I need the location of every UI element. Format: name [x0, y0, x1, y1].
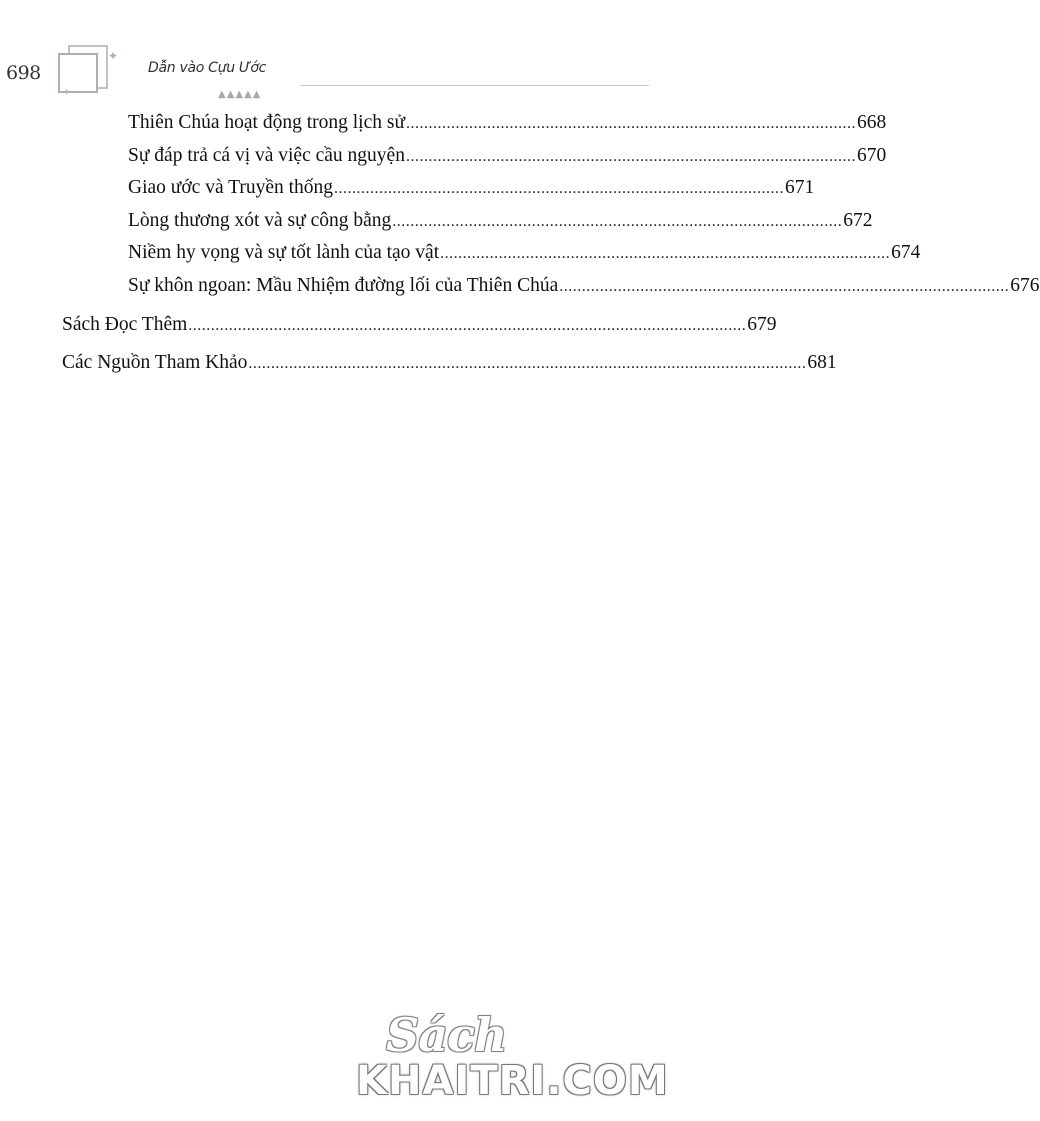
dot-leader: ............................................................................................................................ [248, 355, 807, 372]
toc-entry-title: Sự khôn ngoan: Mầu Nhiệm đường lối của Thiên Chúa [128, 275, 559, 296]
toc-entry-title: Lòng thương xót và sự công bằng [128, 210, 392, 231]
triangle-ornament-icon: ▲▲▲▲▲ [218, 89, 262, 100]
toc-entry-page: 681 [807, 352, 837, 373]
toc-entry-title: Các Nguồn Tham Khảo [62, 352, 248, 373]
dot-leader: .................................................................................................... [405, 148, 856, 165]
toc-entry-page: 674 [891, 242, 921, 263]
toc-entry[interactable] [62, 314, 777, 344]
page-number-frame [58, 45, 108, 93]
toc-entry[interactable] [128, 210, 873, 240]
toc-entry-title: Sự đáp trả cá vị và việc cầu nguyện [128, 145, 405, 166]
toc-entry[interactable] [128, 145, 887, 175]
sparkle-icon: ✦ [63, 88, 71, 98]
toc-entry-page: 670 [856, 145, 887, 166]
running-header-title: Dẫn vào Cựu Ước [148, 60, 267, 76]
header-divider [300, 85, 649, 86]
toc-entry[interactable] [128, 242, 921, 272]
toc-entry-title: Niềm hy vọng và sự tốt lành của tạo vật [128, 242, 440, 263]
toc-entry-title: Thiên Chúa hoạt động trong lịch sử [128, 112, 406, 133]
dot-leader: .................................................................................................... [406, 115, 857, 132]
dot-leader: .................................................................................................... [392, 213, 843, 230]
watermark-brand: KHAITRI.COM [356, 1058, 669, 1104]
toc-entry[interactable] [128, 112, 887, 142]
toc-entry-page: 676 [1010, 275, 1040, 296]
dot-leader: .................................................................................................... [559, 278, 1010, 295]
frame-front-square [58, 53, 98, 93]
page-number: 698 [6, 62, 41, 84]
watermark-script: Sách [386, 1008, 507, 1062]
sparkle-icon: ✦ [108, 49, 119, 63]
toc-entry-title: Sách Đọc Thêm [62, 314, 188, 335]
toc-entry-page: 668 [857, 112, 887, 133]
toc-entry[interactable] [128, 177, 815, 207]
dot-leader: .................................................................................................... [440, 245, 891, 262]
toc-entry[interactable] [62, 352, 837, 382]
toc-entry-page: 671 [785, 177, 815, 198]
dot-leader: .................................................................................................... [334, 180, 785, 197]
dot-leader: ............................................................................................................................ [188, 317, 747, 334]
toc-entry-title: Giao ước và Truyền thống [128, 177, 334, 198]
toc-entry-page: 672 [843, 210, 873, 231]
toc-entry[interactable] [128, 275, 1040, 305]
watermark-logo [356, 1008, 686, 1108]
toc-entry-page: 679 [747, 314, 777, 335]
